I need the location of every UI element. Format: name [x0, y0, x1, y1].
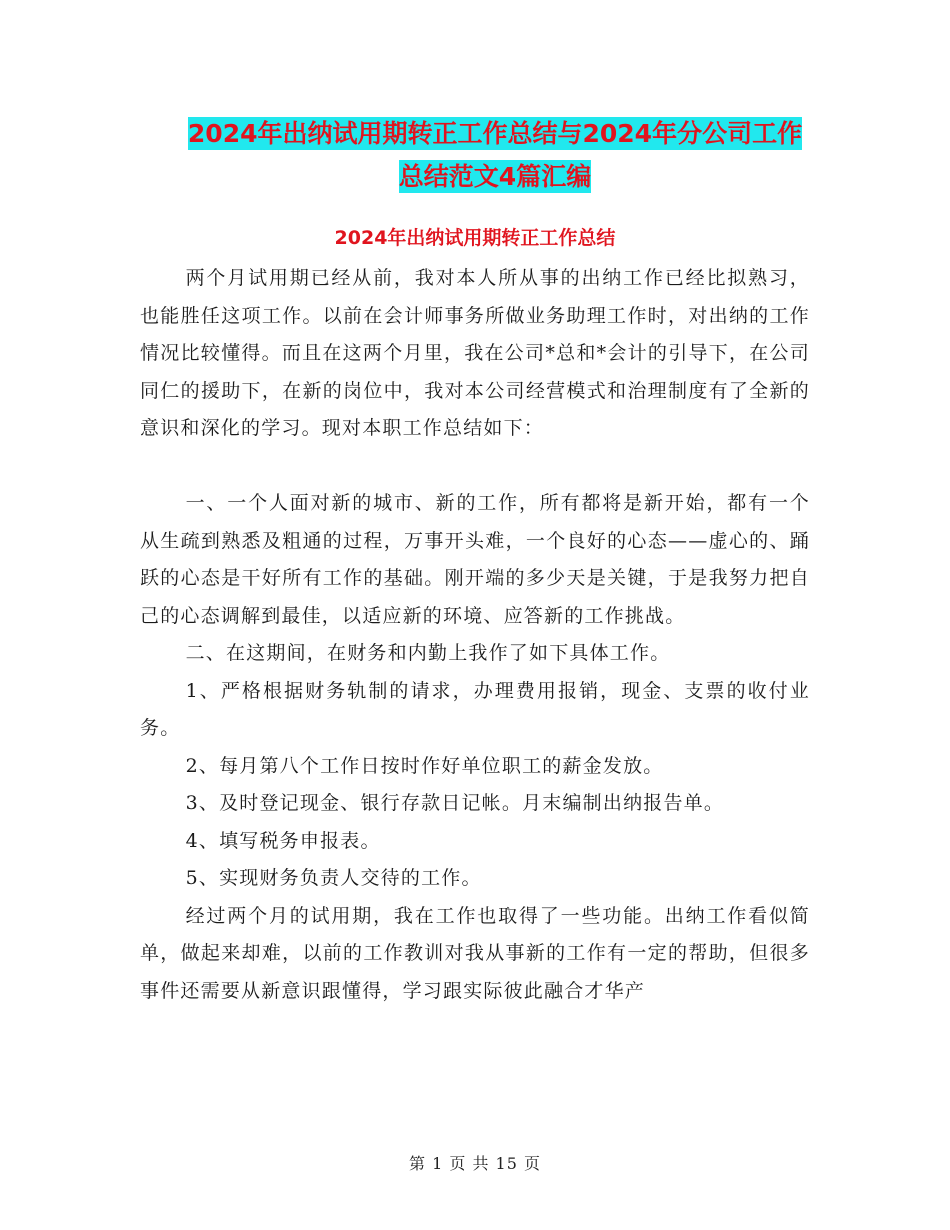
paragraph: 4、填写税务申报表。	[185, 829, 381, 852]
document-title-line1: 2024年出纳试用期转正工作总结与2024年分公司工作	[187, 119, 803, 148]
paragraph: 经过两个月的试用期，我在工作也取得了一些功能。出纳工作看似简单，做起来却难，以前的工作教训对我从事新的工作有一定的帮助，但很多事件还需要从新意识跟懂得，学习跟实际彼此融合才华产	[140, 904, 810, 1002]
paragraph: 1、严格根据财务轨制的请求，办理费用报销，现金、支票的收付业务。	[140, 679, 810, 739]
paragraph: 二、在这期间，在财务和内勤上我作了如下具体工作。	[185, 642, 671, 664]
paragraph: 一、一个人面对新的城市、新的工作，所有都将是新开始，都有一个从生疏到熟悉及粗通的过程，万事开头难，一个良好的心态——虚心的、踊跃的心态是干好所有工作的基础。刚开端的多少天是关键，于是我努力把自己的心态调解到最佳，以适应新的环境、应答新的工作挑战。	[140, 492, 810, 627]
paragraph-gap	[140, 448, 810, 486]
page-number-footer: 第 1 页 共 15 页	[409, 1154, 541, 1173]
document-body	[140, 260, 810, 1010]
paragraph: 3、及时登记现金、银行存款日记帐。月末编制出纳报告单。	[185, 792, 725, 814]
document-title	[140, 112, 850, 198]
paragraph: 5、实现财务负责人交待的工作。	[185, 867, 482, 889]
section-title: 2024年出纳试用期转正工作总结	[334, 227, 616, 249]
paragraph: 两个月试用期已经从前，我对本人所从事的出纳工作已经比拟熟习，也能胜任这项工作。以前在会计师事务所做业务助理工作时，对出纳的工作情况比较懂得。而且在这两个月里，我在公司*总和*会计的引导下，在公司同仁的援助下，在新的岗位中，我对本公司经营模式和治理制度有了全新的意识和深化的学习。现对本职工作总结如下：	[140, 267, 810, 439]
paragraph: 2、每月第八个工作日按时作好单位职工的薪金发放。	[185, 754, 664, 777]
document-title-line2: 总结范文4篇汇编	[398, 162, 592, 191]
